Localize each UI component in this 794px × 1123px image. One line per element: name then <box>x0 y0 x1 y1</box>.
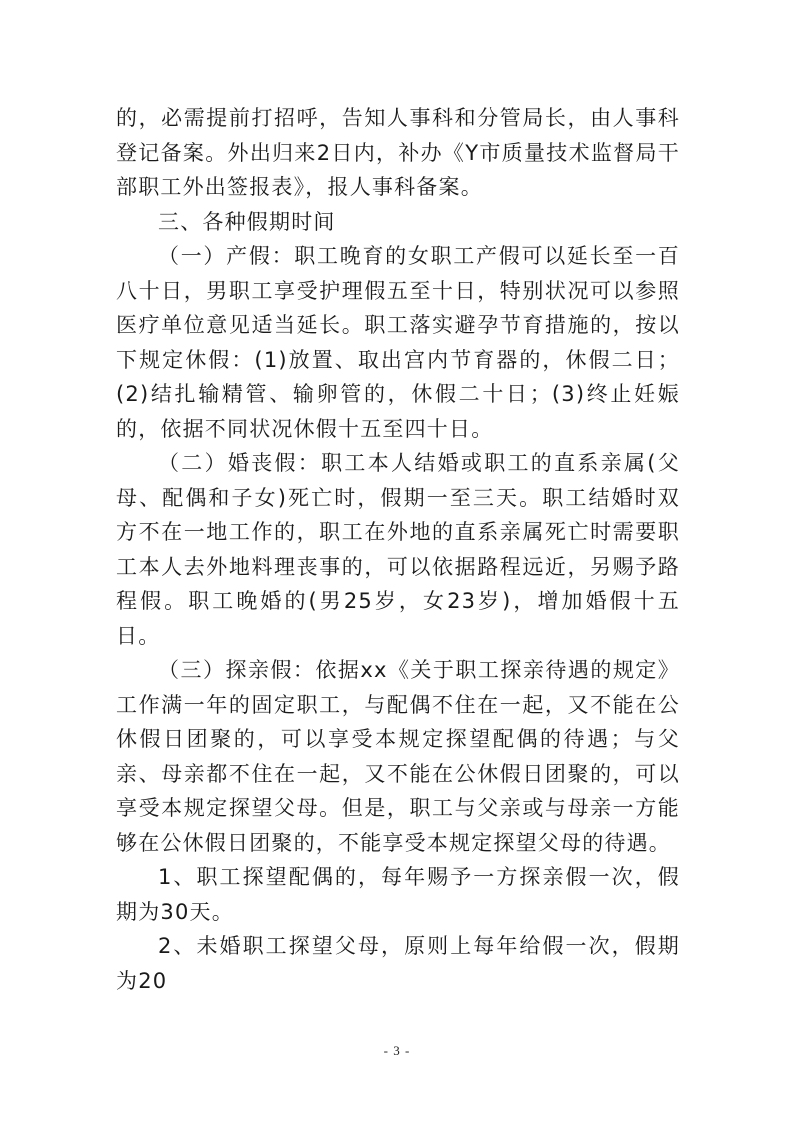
paragraph-family-visit-leave: （三）探亲假：依据xx《关于职工探亲待遇的规定》工作满一年的固定职工，与配偶不住在一起，又不能在公休假日团聚的，可以享受本规定探望配偶的待遇；与父亲、母亲都不住在一起，又不能在公休假日团聚的，可以享受本规定探望父母。但是，职工与父亲或与母亲一方能够在公休假日团聚的，不能享受本规定探望父母的待遇。 <box>116 658 680 855</box>
paragraph-maternity-leave: （一）产假：职工晚育的女职工产假可以延长至一百八十日，男职工享受护理假五至十日，特别状况可以参照医疗单位意见适当延长。职工落实避孕节育措施的，按以下规定休假：(1)放置、取出宫内节育器的，休假二日；(2)结扎输精管、输卵管的，休假二十日；(3)终止妊娠的，依据不同状况休假十五至四十日。 <box>116 244 680 441</box>
document-body <box>116 101 680 998</box>
paragraph-unmarried-parent-visit: 2、未婚职工探望父母，原则上每年给假一次，假期为20 <box>116 934 680 993</box>
section-heading-leave-periods: 三、各种假期时间 <box>158 209 336 234</box>
page-number: - 3 - <box>383 1043 411 1058</box>
paragraph-continuation: 的，必需提前打招呼，告知人事科和分管局长，由人事科登记备案。外出归来2日内，补办《Y市质量技术监督局干部职工外出签报表》，报人事科备案。 <box>116 106 680 199</box>
paragraph-spouse-visit: 1、职工探望配偶的，每年赐予一方探亲假一次，假期为30天。 <box>116 865 680 924</box>
paragraph-marriage-funeral-leave: （二）婚丧假：职工本人结婚或职工的直系亲属(父母、配偶和子女)死亡时，假期一至三天。职工结婚时双方不在一地工作的，职工在外地的直系亲属死亡时需要职工本人去外地料理丧事的，可以依据路程远近，另赐予路程假。职工晚婚的(男25岁，女23岁)，增加婚假十五日。 <box>116 451 680 648</box>
